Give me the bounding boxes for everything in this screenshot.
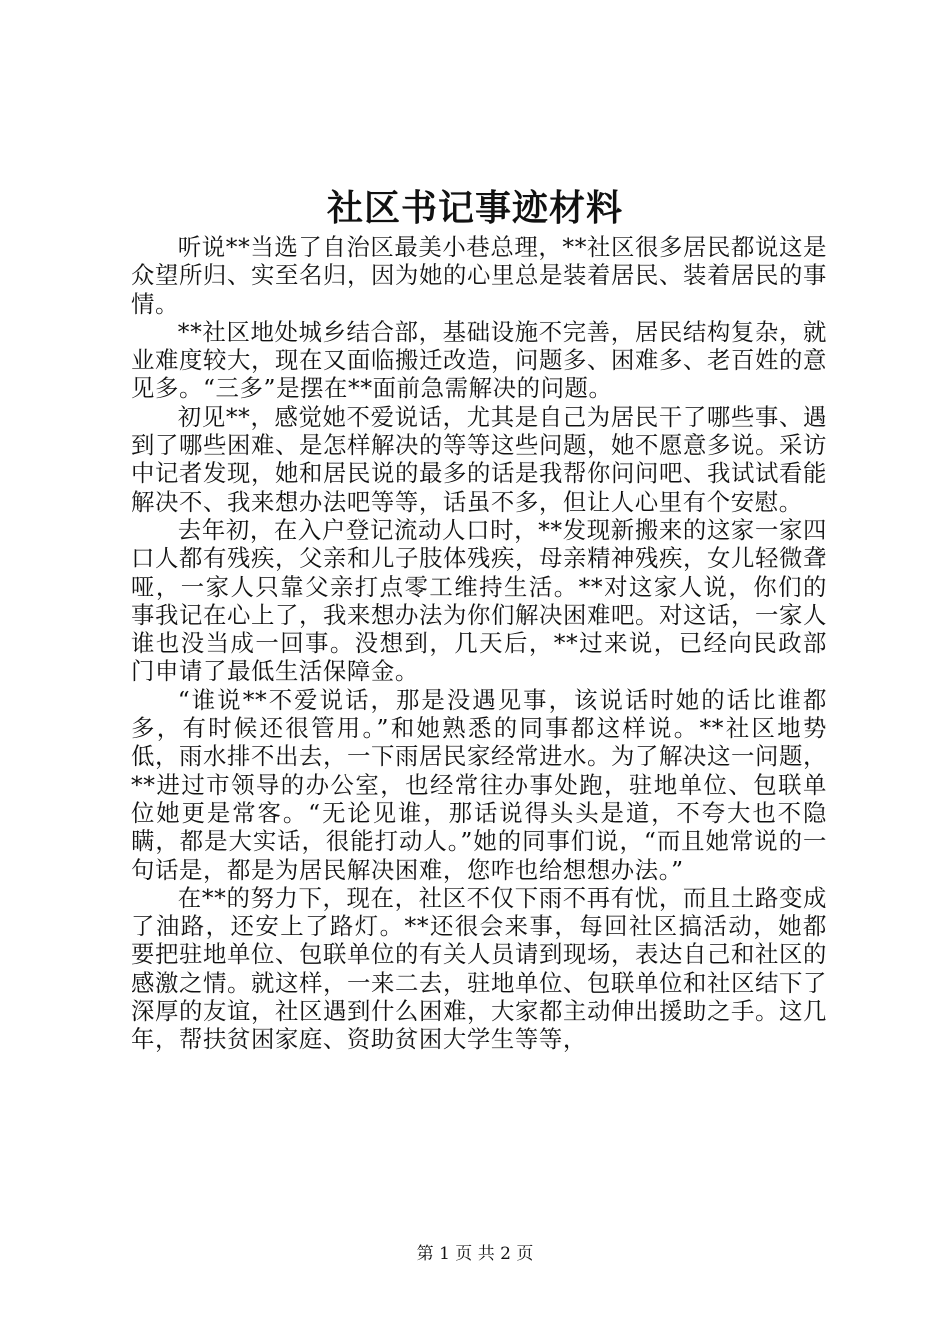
paragraph: **社区地处城乡结合部，基础设施不完善，居民结构复杂，就业难度较大，现在又面临搬迁改造，问题多、困难多、老百姓的意见多。“三多”是摆在**面前急需解决的问题。 [131,317,827,403]
document-title: 社区书记事迹材料 [326,187,623,229]
paragraph: 初见**，感觉她不爱说话，尤其是自己为居民干了哪些事、遇到了哪些困难、是怎样解决的等等这些问题，她不愿意多说。采访中记者发现，她和居民说的最多的话是我帮你问问吧、我试试看能解决不、我来想办法吧等等，话虽不多，但让人心里有个安慰。 [131,402,827,516]
paragraph: “谁说**不爱说话，那是没遇见事，该说话时她的话比谁都多，有时候还很管用。”和她熟悉的同事都这样说。**社区地势低，雨水排不出去，一下雨居民家经常进水。为了解决这一问题，**进过市领导的办公室，也经常往办事处跑，驻地单位、包联单位她更是常客。“无论见谁，那话说得头头是道，不夸大也不隐瞒，都是大实话，很能打动人。”她的同事们说，“而且她常说的一句话是，都是为居民解决困难，您咋也给想想办法。” [131,685,827,884]
paragraph: 去年初，在入户登记流动人口时，**发现新搬来的这家一家四口人都有残疾，父亲和儿子肢体残疾，母亲精神残疾，女儿轻微聋哑，一家人只靠父亲打点零工维持生活。**对这家人说，你们的事我记在心上了，我来想办法为你们解决困难吧。对这话，一家人谁也没当成一回事。没想到，几天后，**过来说，已经向民政部门申请了最低生活保障金。 [131,515,827,686]
page-footer: 第 1 页 共 2 页 [416,1244,534,1264]
paragraph: 听说**当选了自治区最美小巷总理，**社区很多居民都说这是众望所归、实至名归，因为她的心里总是装着居民、装着居民的事情。 [131,233,827,318]
document-body [131,233,827,1054]
paragraph: 在**的努力下，现在，社区不仅下雨不再有忧，而且土路变成了油路，还安上了路灯。**还很会来事，每回社区搞活动，她都要把驻地单位、包联单位的有关人员请到现场，表达自己和社区的感激之情。就这样，一来二去，驻地单位、包联单位和社区结下了深厚的友谊，社区遇到什么困难，大家都主动伸出援助之手。这几年，帮扶贫困家庭、资助贫困大学生等等， [131,883,827,1054]
